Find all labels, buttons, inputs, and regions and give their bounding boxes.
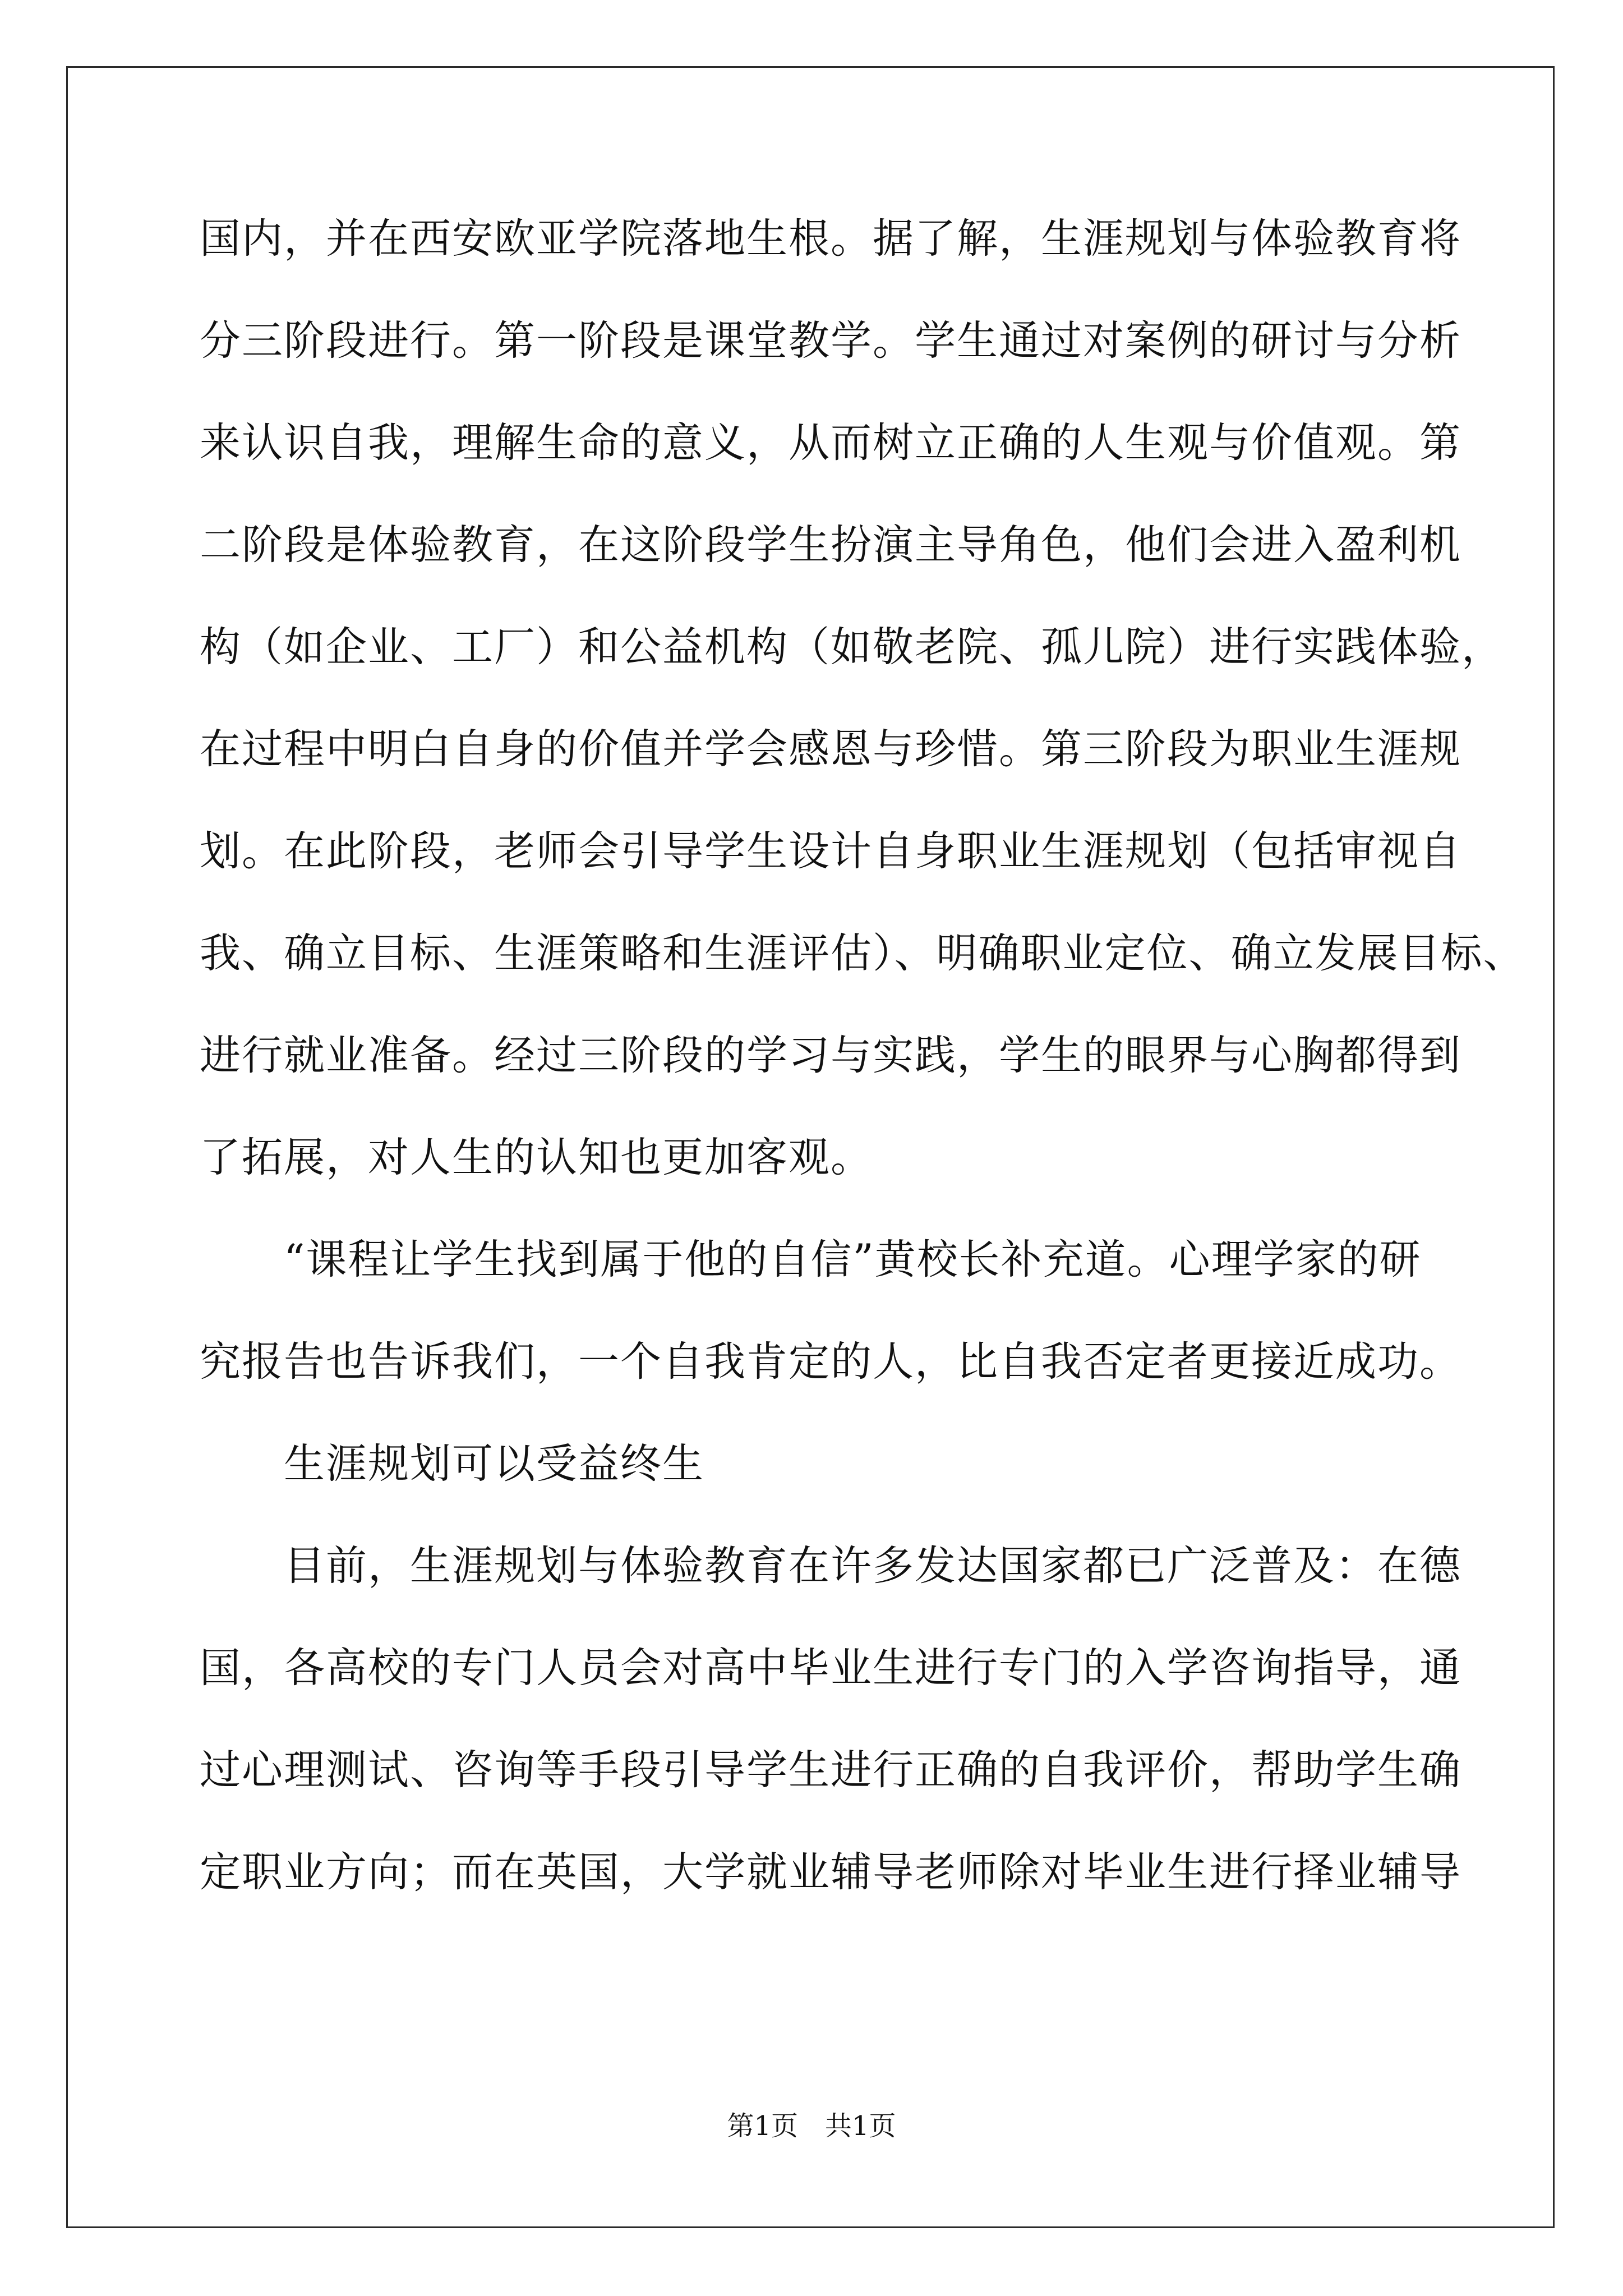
text-line: 国内，并在西安欧亚学院落地生根。据了解，生涯规划与体验教育将: [200, 215, 1461, 263]
page-number-footer: 第1页 共1页: [727, 2110, 896, 2142]
text-line: 在过程中明白自身的价值并学会感恩与珍惜。第三阶段为职业生涯规: [200, 725, 1461, 773]
text-line: 定职业方向；而在英国，大学就业辅导老师除对毕业生进行择业辅导: [200, 1848, 1461, 1896]
text-line: 二阶段是体验教育，在这阶段学生扮演主导角色，他们会进入盈利机: [200, 521, 1461, 569]
text-line: 我、确立目标、生涯策略和生涯评估）、明确职业定位、确立发展目标、: [200, 930, 1525, 977]
text-line: 构（如企业、工厂）和公益机构（如敬老院、孤儿院）进行实践体验，: [200, 623, 1504, 671]
text-line: 国，各高校的专门人员会对高中毕业生进行专门的入学咨询指导，通: [200, 1644, 1461, 1692]
section-heading: 生涯规划可以受益终生: [200, 1440, 704, 1488]
text-line: “课程让学生找到属于他的自信”黄校长补充道。心理学家的研: [200, 1236, 1422, 1283]
text-line: 究报告也告诉我们，一个自我肯定的人，比自我否定者更接近成功。: [200, 1338, 1461, 1386]
text-line: 过心理测试、咨询等手段引导学生进行正确的自我评价，帮助学生确: [200, 1746, 1461, 1794]
text-line: 划。在此阶段，老师会引导学生设计自身职业生涯规划（包括审视自: [200, 827, 1461, 875]
text-line: 进行就业准备。经过三阶段的学习与实践，学生的眼界与心胸都得到: [200, 1032, 1461, 1079]
text-line: 分三阶段进行。第一阶段是课堂教学。学生通过对案例的研讨与分析: [200, 317, 1461, 365]
text-line: 了拓展，对人生的认知也更加客观。: [200, 1134, 873, 1181]
text-line: 目前，生涯规划与体验教育在许多发达国家都已广泛普及：在德: [200, 1542, 1461, 1590]
text-line: 来认识自我，理解生命的意义，从而树立正确的人生观与价值观。第: [200, 419, 1461, 467]
document-body: [200, 212, 1525, 1948]
